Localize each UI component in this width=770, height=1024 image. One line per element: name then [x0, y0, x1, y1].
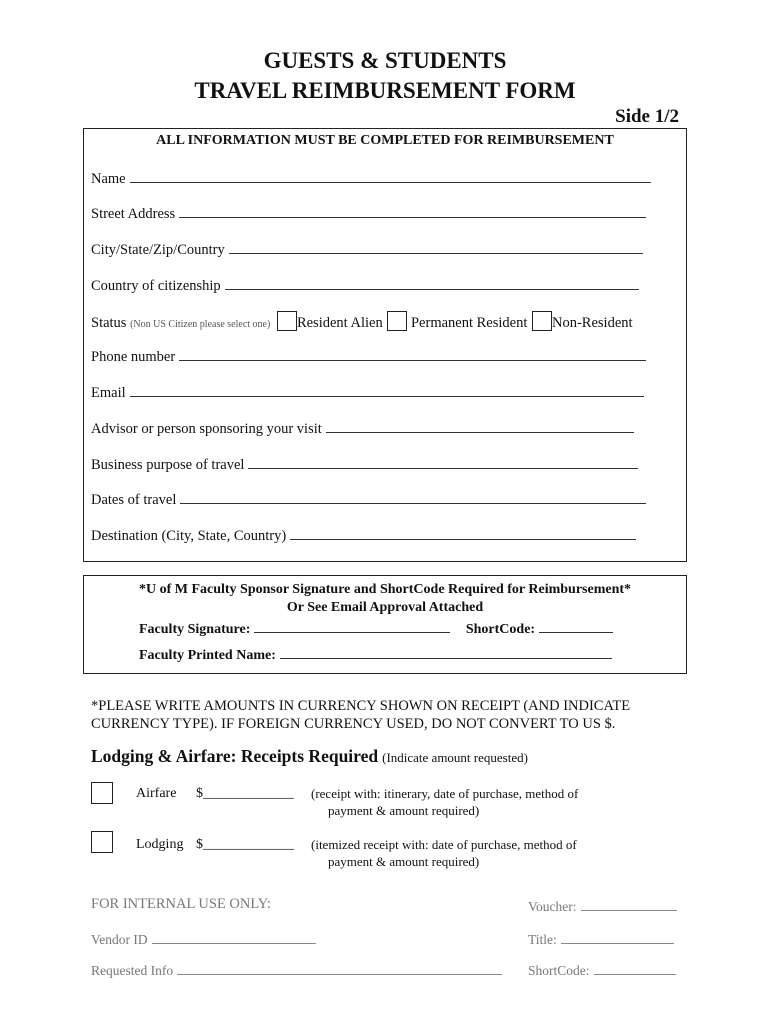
citizenship-field[interactable] — [225, 276, 639, 290]
lodging-amount-field[interactable]: $_____________ — [196, 837, 294, 852]
shortcode-field[interactable] — [539, 619, 613, 633]
street-field[interactable] — [179, 204, 646, 218]
printed-name-row — [139, 645, 612, 664]
requested-info-label: Requested Info — [91, 963, 174, 978]
citizenship-label: Country of citizenship — [91, 278, 221, 294]
lodging-heading-note: (Indicate amount requested) — [382, 750, 528, 765]
currency-note-line1: *PLEASE WRITE AMOUNTS IN CURRENCY SHOWN ON RECEIPT (AND INDICATE — [91, 698, 631, 714]
purpose-row — [91, 455, 638, 474]
vendor-id-field[interactable] — [152, 930, 316, 944]
advisor-row — [91, 419, 634, 438]
destination-label: Destination (City, State, Country) — [91, 528, 287, 544]
lodging-label: Lodging — [136, 837, 184, 852]
title-label: Title: — [528, 932, 557, 947]
dates-label: Dates of travel — [91, 492, 177, 508]
internal-use-heading: FOR INTERNAL USE ONLY: — [91, 896, 271, 912]
dates-row — [91, 490, 646, 509]
printed-name-field[interactable] — [280, 645, 612, 659]
street-row — [91, 204, 646, 223]
vendor-id-label: Vendor ID — [91, 932, 148, 947]
currency-note-line2: CURRENCY TYPE). IF FOREIGN CURRENCY USED, DO NOT CONVERT TO US $. — [91, 716, 616, 732]
citizenship-row — [91, 276, 639, 295]
airfare-note-line1: (receipt with: itinerary, date of purchase, method of — [311, 786, 579, 801]
purpose-field[interactable] — [248, 455, 638, 469]
internal-shortcode-row — [528, 961, 676, 979]
dates-field[interactable] — [180, 490, 646, 504]
internal-shortcode-label: ShortCode: — [528, 963, 590, 978]
title-row — [528, 930, 674, 948]
street-label: Street Address — [91, 206, 176, 222]
voucher-label: Voucher: — [528, 899, 577, 914]
city-label: City/State/Zip/Country — [91, 242, 225, 258]
airfare-note-line2: payment & amount required) — [328, 803, 480, 818]
resident-alien-checkbox[interactable] — [277, 311, 297, 331]
info-box-heading: ALL INFORMATION MUST BE COMPLETED FOR REIMBURSEMENT — [156, 133, 614, 148]
printed-name-label: Faculty Printed Name: — [139, 648, 276, 663]
voucher-field[interactable] — [581, 897, 677, 911]
airfare-label: Airfare — [136, 786, 177, 801]
side-indicator: Side 1/2 — [615, 106, 679, 127]
sponsor-line2: Or See Email Approval Attached — [286, 600, 484, 615]
status-label: Status — [91, 315, 127, 331]
lodging-heading: Lodging & Airfare: Receipts Required — [91, 746, 379, 766]
faculty-signature-field[interactable] — [254, 619, 450, 633]
lodging-heading-row — [91, 746, 528, 767]
airfare-checkbox[interactable] — [91, 782, 113, 804]
name-row — [91, 169, 651, 188]
email-field[interactable] — [130, 383, 644, 397]
faculty-signature-label: Faculty Signature: — [139, 622, 251, 637]
name-field[interactable] — [130, 169, 651, 183]
destination-field[interactable] — [290, 526, 636, 540]
sponsor-line1: *U of M Faculty Sponsor Signature and ShortCode Required for Reimbursement* — [138, 582, 632, 597]
email-label: Email — [91, 385, 126, 401]
email-row — [91, 383, 644, 402]
status-row — [91, 311, 633, 332]
non-resident-label: Non-Resident — [552, 315, 633, 331]
lodging-note-line1: (itemized receipt with: date of purchase, method of — [311, 837, 577, 852]
voucher-row — [528, 897, 677, 915]
requested-info-field[interactable] — [177, 961, 502, 975]
phone-field[interactable] — [179, 347, 646, 361]
vendor-row — [91, 930, 316, 948]
purpose-label: Business purpose of travel — [91, 457, 245, 473]
permanent-resident-checkbox[interactable] — [387, 311, 407, 331]
form-title-line1: GUESTS & STUDENTS — [263, 48, 507, 73]
title-field[interactable] — [561, 930, 674, 944]
permanent-resident-label: Permanent Resident — [410, 315, 528, 331]
phone-row — [91, 347, 646, 366]
form-title-line2: TRAVEL REIMBURSEMENT FORM — [194, 78, 576, 103]
internal-shortcode-field[interactable] — [594, 961, 676, 975]
shortcode-label: ShortCode: — [465, 622, 536, 637]
non-resident-checkbox[interactable] — [532, 311, 552, 331]
phone-label: Phone number — [91, 349, 176, 365]
advisor-label: Advisor or person sponsoring your visit — [91, 421, 322, 437]
city-row — [91, 240, 643, 259]
resident-alien-label: Resident Alien — [296, 315, 383, 331]
requested-row — [91, 961, 502, 979]
status-note: (Non US Citizen please select one) — [130, 319, 271, 330]
lodging-checkbox[interactable] — [91, 831, 113, 853]
city-field[interactable] — [229, 240, 643, 254]
airfare-amount-field[interactable]: $_____________ — [196, 786, 294, 801]
name-label: Name — [91, 171, 126, 187]
lodging-note-line2: payment & amount required) — [328, 854, 480, 869]
destination-row — [91, 526, 636, 545]
advisor-field[interactable] — [326, 419, 634, 433]
signature-row — [139, 619, 613, 638]
